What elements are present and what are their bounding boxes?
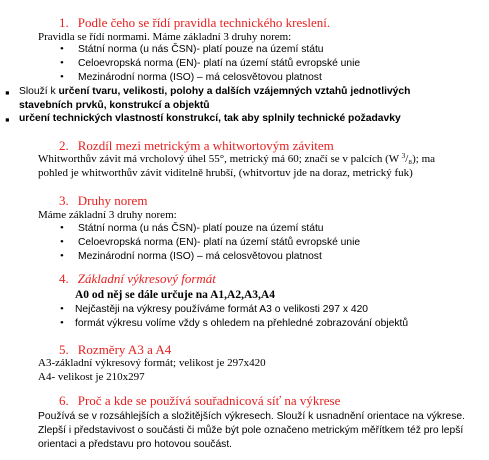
section-6-title: Proč a kde se používá souřadnicová síť na výkrese: [77, 393, 341, 408]
bullet-icon: •: [60, 250, 64, 262]
section-4-heading: [59, 271, 216, 287]
section-1-title: Podle čeho se řídí pravidla technického kreslení.: [77, 15, 331, 30]
s6-line-3: orientaci a představu pro hotovou součást.: [38, 439, 233, 450]
section-5-title: Rozměry A3 a A4: [77, 342, 172, 357]
section-6-heading: [59, 393, 340, 409]
section-1-number: 1.: [59, 15, 69, 30]
section-6-number: 6.: [59, 393, 69, 408]
section-3-number: 3.: [59, 193, 69, 208]
s4-bold-line: A0 od něj se dále určuje na A1,A2,A3,A4: [75, 289, 275, 301]
s5-line-1: A3-základní výkresový formát; velikost je 297x420: [38, 357, 266, 369]
s1-list-item-3: Mezinárodní norma (ISO) – má celosvětovou platnost: [78, 72, 322, 83]
bullet-icon: •: [60, 303, 64, 315]
bullet-icon: •: [60, 317, 64, 329]
bullet-icon: •: [60, 222, 64, 234]
s3-list-item-2: Celoevropská norma (EN)- platí na území států evropské unie: [78, 237, 361, 248]
s6-line-2: Zlepší i představivost o součásti či může být pole označeno metrickým měřítkem též pro lepší: [38, 425, 464, 436]
s4-list-item-1: Nejčastěji na výkresy používáme formát A3 o velikosti 297 x 420: [75, 304, 369, 315]
bullet-icon: •: [60, 236, 64, 248]
section-5-heading: [59, 342, 171, 358]
section-4-number: 4.: [59, 271, 69, 286]
s2-fraction-den: /₈: [405, 153, 413, 165]
section-3-title: Druhy norem: [77, 193, 148, 208]
s2-text-part: Whitworthův závit má vrcholový úhel 55°, metrický má 60; značí se v palcích (W: [38, 153, 402, 165]
s6-line-1: Používá se v rozsáhlejších a složitějších výkresech. Slouží k usnadnění orientace na výkrese.: [38, 411, 465, 422]
s1-purpose-line-3: určení technických vlastností konstrukcí, tak aby splnily technické požadavky: [19, 113, 401, 124]
section-3-intro: Máme základní 3 druhy norem:: [38, 209, 177, 221]
s3-list-item-3: Mezinárodní norma (ISO) – má celosvětovou platnost: [78, 251, 322, 262]
section-1-intro: Pravidla se řídí normami. Máme základní 3 druhy norem:: [38, 31, 292, 43]
bullet-icon: ▪: [5, 85, 10, 100]
s1-purpose-line-2: stavebních prvků, konstrukcí a objektů: [19, 100, 210, 111]
s3-list-item-1: Státní norma (u nás ČSN)- platí pouze na území státu: [78, 223, 324, 234]
s1-list-item-1: Státní norma (u nás ČSN)- platí pouze na území státu: [78, 44, 324, 55]
s1-purpose-bold-1: určení tvaru, velikosti, polohy a dalších vzájemných vztahů jednotlivých: [58, 86, 411, 97]
s4-list-item-2: formát výkresu volíme vždy s ohledem na přehledné zobrazování objektů: [75, 318, 409, 329]
section-5-number: 5.: [59, 342, 69, 357]
bullet-icon: ▪: [5, 112, 10, 127]
section-2-title: Rozdíl mezi metrickým a whitwortovým závitem: [77, 138, 334, 153]
bullet-icon: •: [60, 43, 64, 55]
bullet-icon: •: [60, 57, 64, 69]
s2-text-line-1: [38, 153, 435, 165]
section-4-title: Základní výkresový formát: [77, 271, 216, 286]
section-1-heading: [59, 15, 330, 31]
s5-line-2: A4- velikost je 210x297: [38, 371, 145, 383]
s2-text-line-2: pohled je whitworthův závit viditelně hrubší, (whitvortuv jde na doraz, metrický fuk): [38, 167, 413, 179]
section-2-heading: [59, 138, 334, 154]
s1-list-item-2: Celoevropská norma (EN)- platí na území států evropské unie: [78, 58, 361, 69]
section-3-heading: [59, 193, 147, 209]
s2-text-part: ); ma: [412, 153, 436, 165]
section-2-number: 2.: [59, 138, 69, 153]
s1-purpose-prefix: Slouží k: [19, 86, 59, 97]
s2-fraction-num: 3: [401, 152, 406, 160]
bullet-icon: •: [60, 71, 64, 83]
s1-purpose-line-1: [19, 86, 410, 97]
